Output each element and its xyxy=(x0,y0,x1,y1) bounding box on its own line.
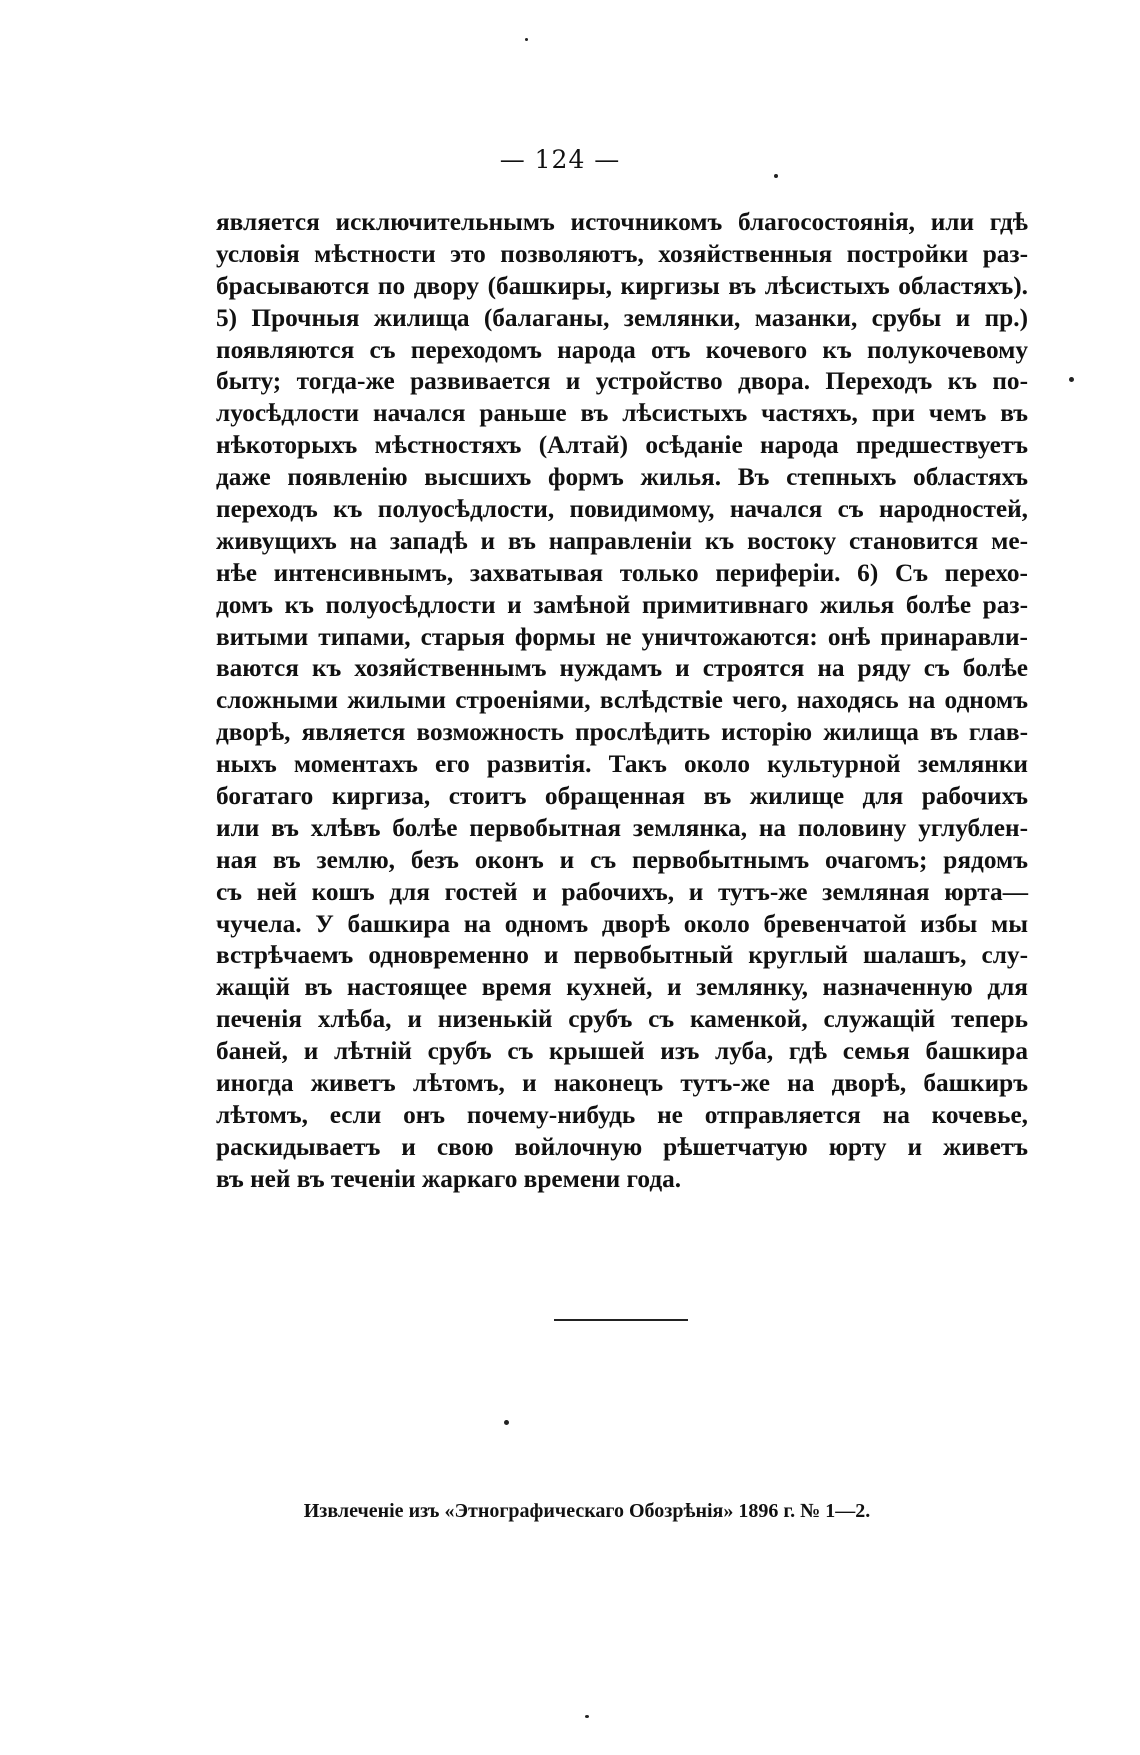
text-line: является исключительнымъ источникомъ благосостоянія, или гдѣ xyxy=(216,208,1028,236)
text-line: съ ней кошъ для гостей и рабочихъ, и тутъ-же земляная юрта— xyxy=(216,877,1028,906)
text-line: брасываются по двору (башкиры, киргизы въ лѣсистыхъ областяхъ). xyxy=(216,271,1028,300)
page-number: — 124 — xyxy=(499,145,621,174)
text-line: нѣе интенсивнымъ, захватывая только периферіи. 6) Съ перехо- xyxy=(216,558,1028,587)
source-note: Извлеченіе изъ «Этнографическаго Обозрѣнія» 1896 г. № 1—2. xyxy=(303,1500,871,1522)
text-line: чучела. У башкира на одномъ дворѣ около бревенчатой избы мы xyxy=(216,909,1028,938)
body-text xyxy=(216,207,1028,1196)
text-line: жащій въ настоящее время кухней, и землянку, назначенную для xyxy=(216,973,1028,1002)
print-speck xyxy=(585,1715,589,1718)
divider-rule xyxy=(554,1319,688,1321)
print-speck xyxy=(504,1420,509,1425)
text-line-last: въ ней въ теченіи жаркаго времени года. xyxy=(216,1164,682,1193)
text-line: домъ къ полуосѣдлости и замѣной примитивнаго жилья болѣе раз- xyxy=(216,590,1028,619)
text-line: раскидываетъ и свою войлочную рѣшетчатую юрту и живетъ xyxy=(216,1132,1028,1161)
print-speck xyxy=(1069,377,1074,382)
text-line: богатаго киргиза, стоитъ обращенная въ жилище для рабочихъ xyxy=(216,782,1028,811)
text-line: дворѣ, является возможность прослѣдить исторію жилища въ глав- xyxy=(216,718,1028,747)
text-line: 5) Прочныя жилища (балаганы, землянки, мазанки, срубы и пр.) xyxy=(216,303,1028,332)
text-line: переходъ къ полуосѣдлости, повидимому, начался съ народностей, xyxy=(216,495,1028,524)
text-line: печенія хлѣба, и низенькій срубъ съ каменкой, служащій теперь xyxy=(216,1005,1028,1034)
text-line: встрѣчаемъ одновременно и первобытный круглый шалашъ, слу- xyxy=(216,941,1028,970)
text-line: лѣтомъ, если онъ почему-нибудь не отправляется на кочевье, xyxy=(216,1100,1028,1129)
text-line: ная въ землю, безъ оконъ и съ первобытнымъ очагомъ; рядомъ xyxy=(216,845,1028,874)
text-line: условія мѣстности это позволяютъ, хозяйственныя постройки раз- xyxy=(216,239,1028,268)
text-line: появляются съ переходомъ народа отъ кочевого къ полукочевому xyxy=(216,335,1028,364)
text-line: витыми типами, старыя формы не уничтожаются: онѣ принаравли- xyxy=(216,622,1028,651)
text-line: даже появленію высшихъ формъ жилья. Въ степныхъ областяхъ xyxy=(216,463,1028,492)
text-line: живущихъ на западѣ и въ направленіи къ востоку становится ме- xyxy=(216,526,1028,555)
text-line: баней, и лѣтній срубъ съ крышей изъ луба, гдѣ семья башкира xyxy=(216,1037,1028,1066)
text-line: быту; тогда-же развивается и устройство двора. Переходъ къ по- xyxy=(216,367,1028,396)
print-speck xyxy=(774,174,778,178)
text-line: нѣкоторыхъ мѣстностяхъ (Алтай) осѣданіе народа предшествуетъ xyxy=(216,431,1028,460)
print-speck xyxy=(525,38,528,41)
text-line: луосѣдлости начался раньше въ лѣсистыхъ частяхъ, при чемъ въ xyxy=(216,399,1028,428)
text-line: сложными жилыми строеніями, вслѣдствіе чего, находясь на одномъ xyxy=(216,686,1028,715)
text-line: ваются къ хозяйственнымъ нуждамъ и строятся на ряду съ болѣе xyxy=(216,654,1028,683)
text-line: или въ хлѣвъ болѣе первобытная землянка, на половину углублен- xyxy=(216,813,1028,842)
text-line: иногда живетъ лѣтомъ, и наконецъ тутъ-же на дворѣ, башкиръ xyxy=(216,1069,1028,1098)
text-line: ныхъ моментахъ его развитія. Такъ около культурной землянки xyxy=(216,750,1028,779)
